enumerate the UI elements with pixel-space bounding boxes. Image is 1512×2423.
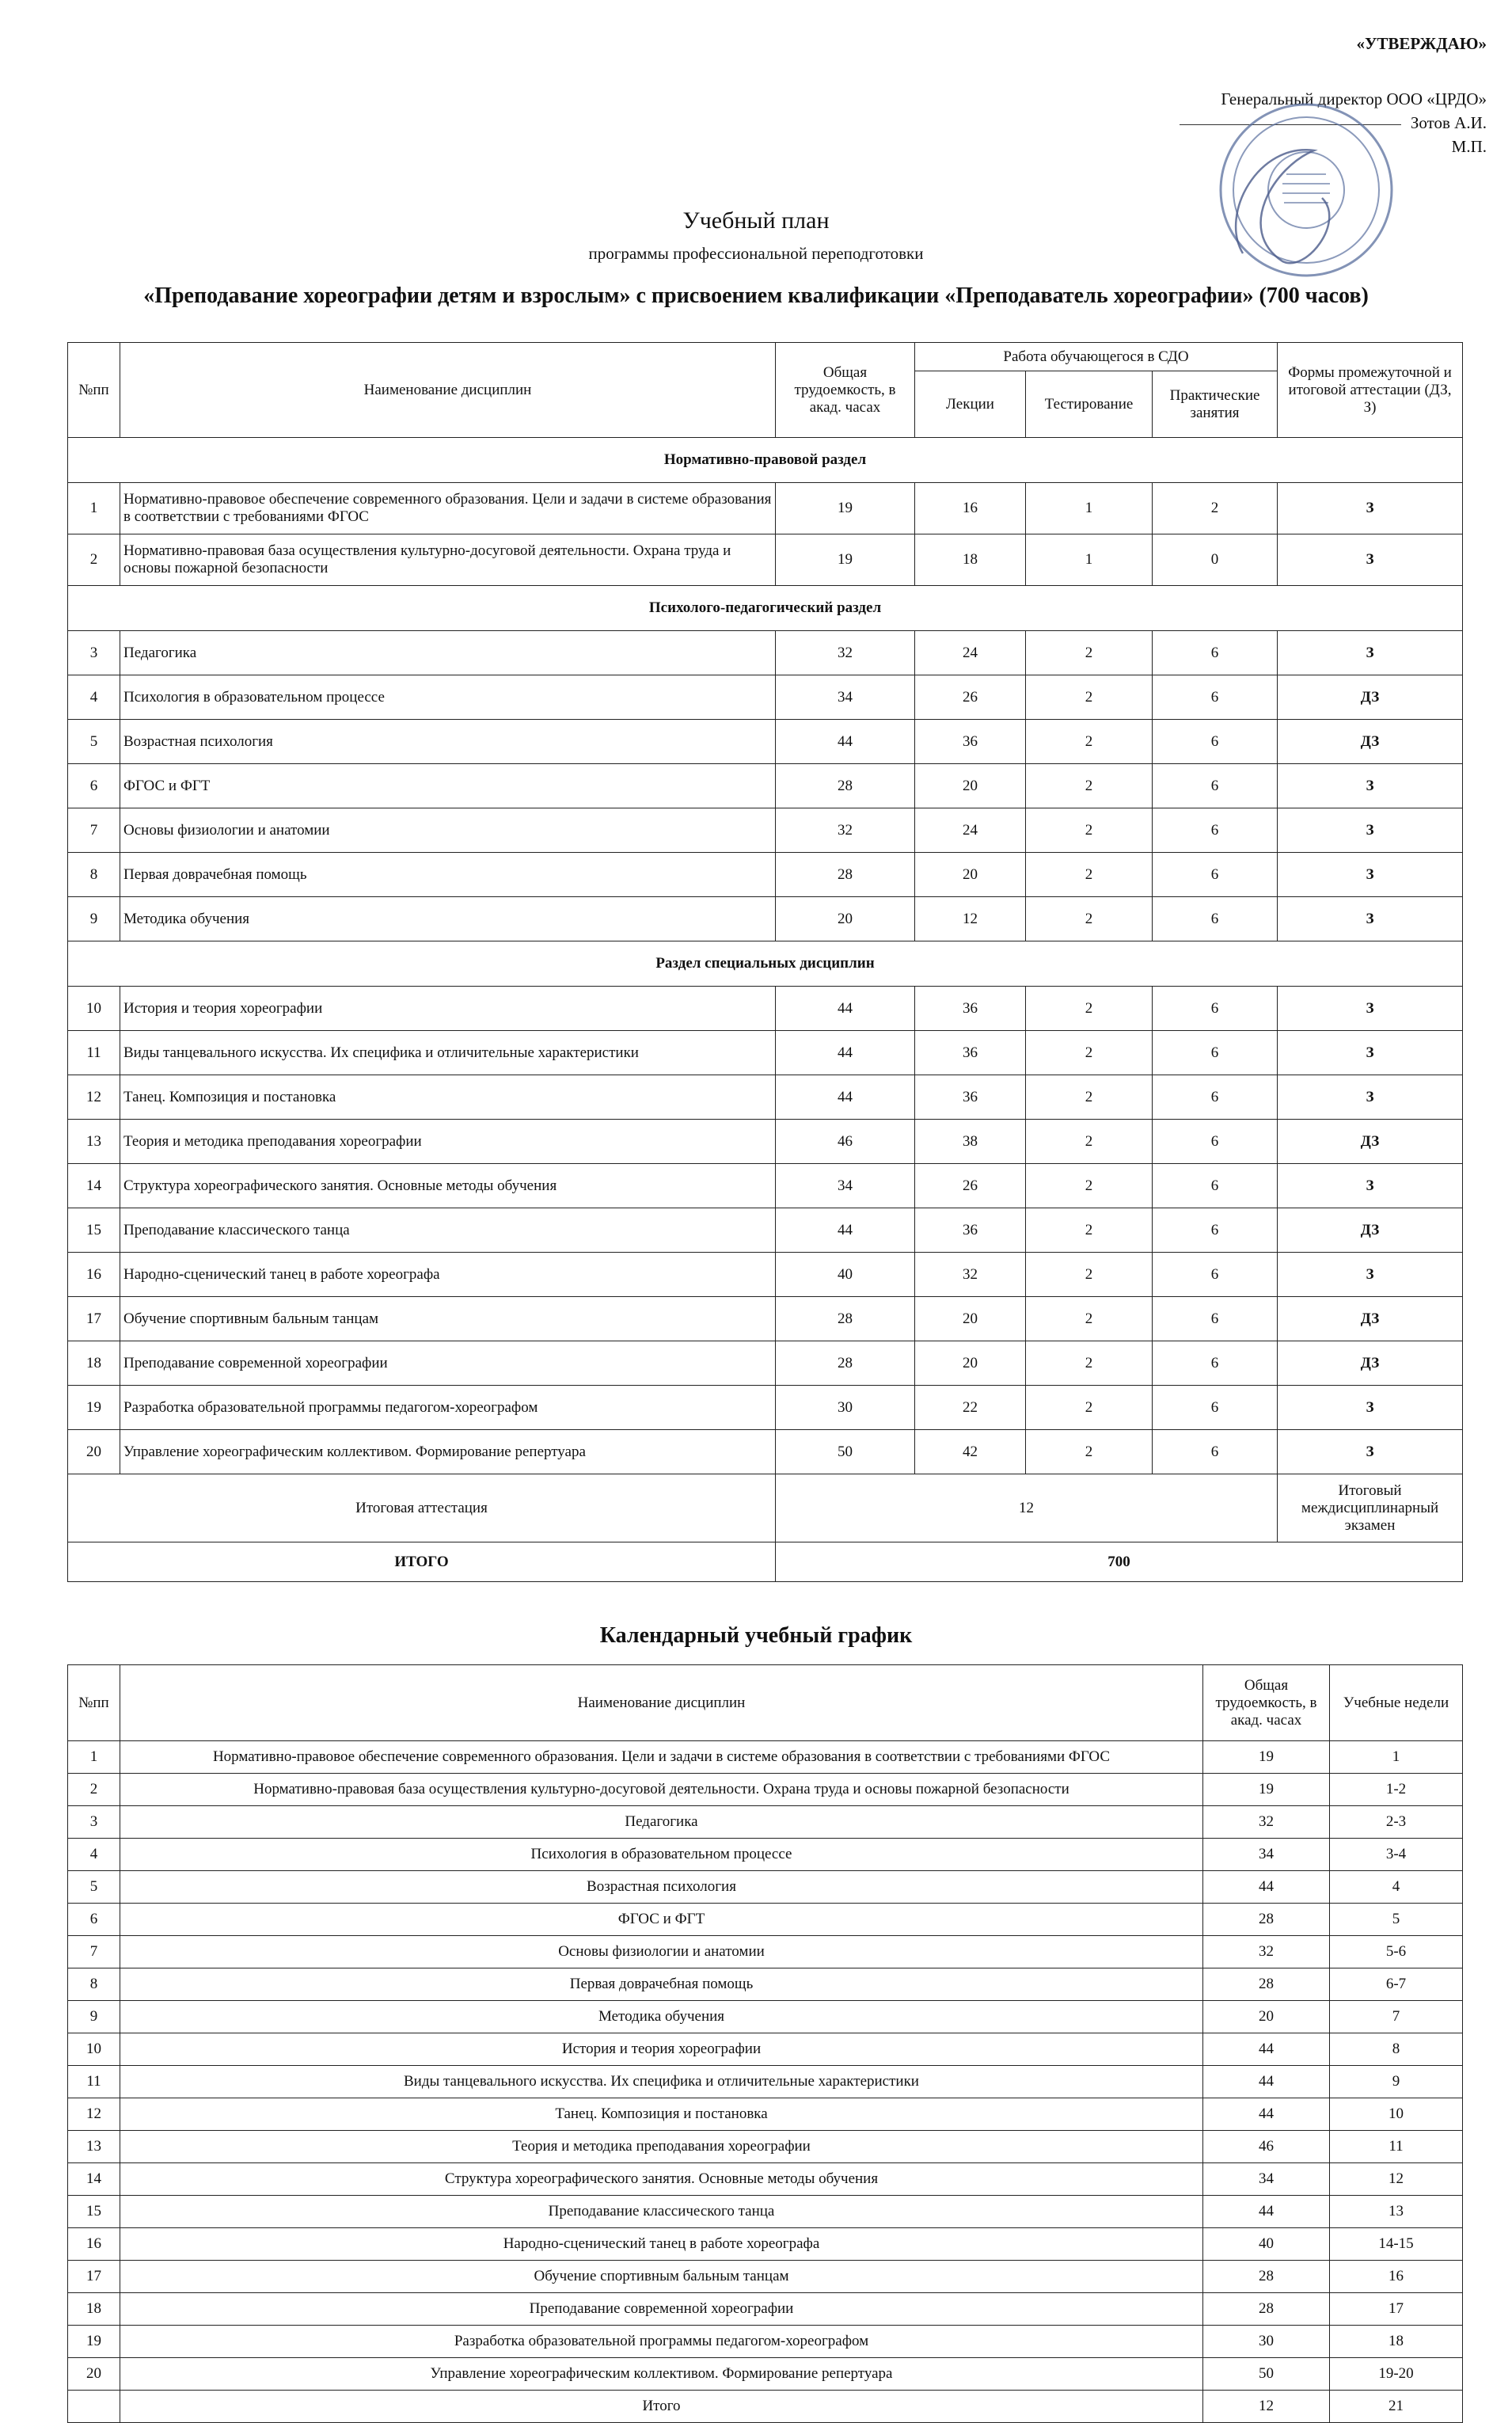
attestation-form: З [1278,897,1463,941]
row-number: 7 [68,1936,120,1968]
table-row [68,897,1463,941]
attestation-form: ДЗ [1278,1341,1463,1386]
row-number: 13 [68,2131,120,2163]
study-weeks: 3-4 [1330,1839,1463,1871]
cal-total-weeks: 21 [1330,2391,1463,2423]
testing-hours: 2 [1026,675,1153,720]
testing-hours: 2 [1026,631,1153,675]
discipline-name: Методика обучения [120,2001,1203,2033]
calendar-row [68,2066,1463,2098]
table-row [68,1430,1463,1474]
calendar-row [68,2163,1463,2196]
cal-total-label: Итого [120,2391,1203,2423]
testing-hours: 2 [1026,1297,1153,1341]
discipline-name: Разработка образовательной программы педагогом-хореографом [120,1386,776,1430]
lecture-hours: 38 [915,1120,1026,1164]
calendar-row [68,2196,1463,2228]
attestation-form: З [1278,631,1463,675]
table-row [68,1164,1463,1208]
calendar-row [68,2098,1463,2131]
total-hours: 40 [776,1253,915,1297]
header-num: №пп [68,343,120,438]
total-hours: 28 [776,1341,915,1386]
cal-total-num [68,2391,120,2423]
row-number: 9 [68,2001,120,2033]
document-subtitle: программы профессиональной переподготовки [588,244,924,263]
practice-hours: 2 [1153,483,1278,534]
row-number: 1 [68,483,120,534]
table-row [68,987,1463,1031]
total-hours: 44 [1203,2066,1330,2098]
lecture-hours: 12 [915,897,1026,941]
discipline-name: Преподавание классического танца [120,1208,776,1253]
attestation-form: З [1278,987,1463,1031]
row-number: 15 [68,1208,120,1253]
study-weeks: 12 [1330,2163,1463,2196]
lecture-hours: 42 [915,1430,1026,1474]
table-row [68,1253,1463,1297]
grand-total-hours: 700 [776,1542,1463,1582]
discipline-name: Педагогика [120,1806,1203,1839]
attestation-form: З [1278,1386,1463,1430]
discipline-name: Танец. Композиция и постановка [120,2098,1203,2131]
discipline-name: Обучение спортивным бальным танцам [120,2261,1203,2293]
practice-hours: 6 [1153,1253,1278,1297]
practice-hours: 6 [1153,764,1278,808]
discipline-name: Возрастная психология [120,1871,1203,1904]
lecture-hours: 36 [915,1075,1026,1120]
practice-hours: 6 [1153,853,1278,897]
study-weeks: 1 [1330,1741,1463,1774]
total-hours: 28 [1203,1968,1330,2001]
approval-position: Генеральный директор ООО «ЦРДО» [1221,89,1487,108]
row-number: 12 [68,1075,120,1120]
lecture-hours: 36 [915,987,1026,1031]
calendar-row [68,2293,1463,2326]
discipline-name: Народно-сценический танец в работе хореографа [120,1253,776,1297]
section-title: Нормативно-правовой раздел [68,438,1463,483]
study-weeks: 5 [1330,1904,1463,1936]
row-number: 15 [68,2196,120,2228]
total-hours: 32 [1203,1936,1330,1968]
lecture-hours: 20 [915,853,1026,897]
total-hours: 44 [776,1075,915,1120]
discipline-name: Обучение спортивным бальным танцам [120,1297,776,1341]
row-number: 18 [68,2293,120,2326]
total-hours: 44 [776,987,915,1031]
attestation-form: ДЗ [1278,1120,1463,1164]
attestation-form: З [1278,1253,1463,1297]
discipline-name: Теория и методика преподавания хореографии [120,1120,776,1164]
study-weeks: 13 [1330,2196,1463,2228]
discipline-name: Нормативно-правовая база осуществления культурно-досуговой деятельности. Охрана труда и основы пожарной безопасности [120,534,776,586]
total-hours: 19 [1203,1774,1330,1806]
total-hours: 28 [1203,2261,1330,2293]
total-hours: 28 [776,853,915,897]
calendar-row [68,1936,1463,1968]
header-lectures: Лекции [915,371,1026,438]
total-hours: 28 [776,764,915,808]
testing-hours: 1 [1026,534,1153,586]
document-title: Учебный план [682,207,830,234]
total-hours: 28 [1203,1904,1330,1936]
practice-hours: 6 [1153,675,1278,720]
approval-block [1180,32,1487,158]
study-weeks: 9 [1330,2066,1463,2098]
row-number: 2 [68,534,120,586]
total-hours: 44 [1203,2098,1330,2131]
study-weeks: 18 [1330,2326,1463,2358]
header-work: Работа обучающегося в СДО [915,343,1278,371]
row-number: 4 [68,1839,120,1871]
table-row [68,483,1463,534]
approval-seal-label: М.П. [1451,137,1487,156]
study-weeks: 17 [1330,2293,1463,2326]
row-number: 3 [68,631,120,675]
cal-total-hours: 12 [1203,2391,1330,2423]
calendar-row [68,2358,1463,2391]
total-hours: 50 [1203,2358,1330,2391]
discipline-name: Основы физиологии и анатомии [120,1936,1203,1968]
study-weeks: 2-3 [1330,1806,1463,1839]
lecture-hours: 20 [915,1341,1026,1386]
total-hours: 32 [1203,1806,1330,1839]
attestation-form: З [1278,1075,1463,1120]
total-hours: 19 [776,534,915,586]
final-attestation-form: Итоговый междисциплинарный экзамен [1278,1474,1463,1542]
row-number: 10 [68,2033,120,2066]
discipline-name: Структура хореографического занятия. Основные методы обучения [120,2163,1203,2196]
table-row [68,853,1463,897]
attestation-form: З [1278,853,1463,897]
row-number: 2 [68,1774,120,1806]
total-hours: 44 [1203,1871,1330,1904]
total-hours: 34 [1203,2163,1330,2196]
discipline-name: История и теория хореографии [120,2033,1203,2066]
testing-hours: 2 [1026,808,1153,853]
practice-hours: 6 [1153,1430,1278,1474]
testing-hours: 2 [1026,1253,1153,1297]
row-number: 16 [68,2228,120,2261]
discipline-name: Преподавание современной хореографии [120,1341,776,1386]
table-row [68,764,1463,808]
attestation-form: ДЗ [1278,720,1463,764]
row-number: 18 [68,1341,120,1386]
row-number: 8 [68,1968,120,2001]
total-hours: 50 [776,1430,915,1474]
section-header-row [68,438,1463,483]
row-number: 14 [68,1164,120,1208]
total-hours: 19 [776,483,915,534]
calendar-row [68,2326,1463,2358]
discipline-name: Нормативно-правовая база осуществления культурно-досуговой деятельности. Охрана труда и основы пожарной безопасности [120,1774,1203,1806]
row-number: 19 [68,1386,120,1430]
attestation-form: ДЗ [1278,675,1463,720]
program-title: «Преподавание хореографии детям и взрослым» с присвоением квалификации «Преподаватель хореографии» (700 часов) [143,283,1369,308]
total-hours: 28 [776,1297,915,1341]
discipline-name: Народно-сценический танец в работе хореографа [120,2228,1203,2261]
header-practice: Практические занятия [1153,371,1278,438]
attestation-form: ДЗ [1278,1208,1463,1253]
final-attestation-hours: 12 [776,1474,1278,1542]
testing-hours: 2 [1026,720,1153,764]
lecture-hours: 36 [915,1031,1026,1075]
section-title: Раздел специальных дисциплин [68,941,1463,987]
cal-header-total: Общая трудоемкость, в акад. часах [1203,1665,1330,1741]
header-name: Наименование дисциплин [120,343,776,438]
lecture-hours: 22 [915,1386,1026,1430]
calendar-row [68,1904,1463,1936]
table-row [68,1208,1463,1253]
lecture-hours: 24 [915,631,1026,675]
attestation-form: ДЗ [1278,1297,1463,1341]
total-hours: 19 [1203,1741,1330,1774]
testing-hours: 2 [1026,1430,1153,1474]
discipline-name: Методика обучения [120,897,776,941]
table-row [68,534,1463,586]
practice-hours: 6 [1153,1120,1278,1164]
practice-hours: 6 [1153,987,1278,1031]
practice-hours: 6 [1153,720,1278,764]
lecture-hours: 32 [915,1253,1026,1297]
study-weeks: 11 [1330,2131,1463,2163]
total-hours: 32 [776,808,915,853]
calendar-row [68,2033,1463,2066]
row-number: 11 [68,2066,120,2098]
practice-hours: 6 [1153,1075,1278,1120]
section-title: Психолого-педагогический раздел [68,586,1463,631]
row-number: 10 [68,987,120,1031]
final-attestation-label: Итоговая аттестация [68,1474,776,1542]
section-header-row [68,941,1463,987]
discipline-name: Первая доврачебная помощь [120,1968,1203,2001]
row-number: 11 [68,1031,120,1075]
testing-hours: 2 [1026,1208,1153,1253]
table-row [68,1297,1463,1341]
table-row [68,808,1463,853]
table-row [68,631,1463,675]
practice-hours: 6 [1153,1341,1278,1386]
study-weeks: 1-2 [1330,1774,1463,1806]
practice-hours: 6 [1153,1386,1278,1430]
total-hours: 44 [776,1208,915,1253]
row-number: 9 [68,897,120,941]
testing-hours: 2 [1026,1386,1153,1430]
total-hours: 34 [776,675,915,720]
total-hours: 30 [776,1386,915,1430]
row-number: 1 [68,1741,120,1774]
attestation-form: З [1278,764,1463,808]
table-row [68,1386,1463,1430]
calendar-row [68,1774,1463,1806]
total-hours: 20 [1203,2001,1330,2033]
total-hours: 44 [776,720,915,764]
lecture-hours: 20 [915,764,1026,808]
discipline-name: Возрастная психология [120,720,776,764]
testing-hours: 1 [1026,483,1153,534]
testing-hours: 2 [1026,853,1153,897]
calendar-row [68,1806,1463,1839]
study-weeks: 8 [1330,2033,1463,2066]
row-number: 8 [68,853,120,897]
study-weeks: 10 [1330,2098,1463,2131]
cal-header-name: Наименование дисциплин [120,1665,1203,1741]
study-weeks: 16 [1330,2261,1463,2293]
table-row [68,1031,1463,1075]
testing-hours: 2 [1026,1031,1153,1075]
practice-hours: 6 [1153,1208,1278,1253]
discipline-name: Первая доврачебная помощь [120,853,776,897]
discipline-name: Основы физиологии и анатомии [120,808,776,853]
testing-hours: 2 [1026,1075,1153,1120]
testing-hours: 2 [1026,764,1153,808]
study-weeks: 19-20 [1330,2358,1463,2391]
header-testing: Тестирование [1026,371,1153,438]
practice-hours: 6 [1153,631,1278,675]
lecture-hours: 36 [915,1208,1026,1253]
row-number: 5 [68,1871,120,1904]
attestation-form: З [1278,1031,1463,1075]
row-number: 6 [68,764,120,808]
testing-hours: 2 [1026,1341,1153,1386]
calendar-row [68,2131,1463,2163]
total-hours: 46 [776,1120,915,1164]
calendar-row [68,1839,1463,1871]
practice-hours: 0 [1153,534,1278,586]
row-number: 7 [68,808,120,853]
attestation-form: З [1278,534,1463,586]
total-hours: 20 [776,897,915,941]
lecture-hours: 26 [915,675,1026,720]
study-weeks: 7 [1330,2001,1463,2033]
lecture-hours: 18 [915,534,1026,586]
discipline-name: ФГОС и ФГТ [120,764,776,808]
calendar-table [67,1664,1463,2423]
total-hours: 44 [1203,2196,1330,2228]
section-header-row [68,586,1463,631]
discipline-name: Нормативно-правовое обеспечение современного образования. Цели и задачи в системе образования в соответствии с требованиями ФГОС [120,483,776,534]
study-weeks: 4 [1330,1871,1463,1904]
total-hours: 40 [1203,2228,1330,2261]
attestation-form: З [1278,808,1463,853]
discipline-name: Теория и методика преподавания хореографии [120,2131,1203,2163]
attestation-form: З [1278,1430,1463,1474]
lecture-hours: 26 [915,1164,1026,1208]
study-weeks: 5-6 [1330,1936,1463,1968]
row-number: 6 [68,1904,120,1936]
practice-hours: 6 [1153,808,1278,853]
calendar-title: Календарный учебный график [599,1623,913,1648]
header-total: Общая трудоемкость, в акад. часах [776,343,915,438]
calendar-row [68,1741,1463,1774]
total-hours: 30 [1203,2326,1330,2358]
approval-heading: «УТВЕРЖДАЮ» [1356,34,1487,53]
discipline-name: Виды танцевального искусства. Их специфика и отличительные характеристики [120,1031,776,1075]
total-hours: 34 [776,1164,915,1208]
curriculum-table [67,342,1463,1582]
testing-hours: 2 [1026,897,1153,941]
discipline-name: Педагогика [120,631,776,675]
calendar-row [68,2001,1463,2033]
calendar-row [68,2228,1463,2261]
total-hours: 32 [776,631,915,675]
total-hours: 46 [1203,2131,1330,2163]
discipline-name: Танец. Композиция и постановка [120,1075,776,1120]
table-row [68,675,1463,720]
testing-hours: 2 [1026,987,1153,1031]
testing-hours: 2 [1026,1164,1153,1208]
discipline-name: Психология в образовательном процессе [120,1839,1203,1871]
attestation-form: З [1278,483,1463,534]
discipline-name: Психология в образовательном процессе [120,675,776,720]
header-forms: Формы промежуточной и итоговой аттестации (ДЗ, З) [1278,343,1463,438]
table-row [68,1075,1463,1120]
total-hours: 28 [1203,2293,1330,2326]
signature-line [1180,124,1401,125]
grand-total-label: ИТОГО [68,1542,776,1582]
total-hours: 34 [1203,1839,1330,1871]
calendar-row [68,1871,1463,1904]
discipline-name: Преподавание классического танца [120,2196,1203,2228]
row-number: 4 [68,675,120,720]
calendar-row [68,1968,1463,2001]
attestation-form: З [1278,1164,1463,1208]
testing-hours: 2 [1026,1120,1153,1164]
lecture-hours: 20 [915,1297,1026,1341]
row-number: 3 [68,1806,120,1839]
total-hours: 44 [1203,2033,1330,2066]
row-number: 20 [68,1430,120,1474]
lecture-hours: 36 [915,720,1026,764]
row-number: 5 [68,720,120,764]
discipline-name: Нормативно-правовое обеспечение современного образования. Цели и задачи в системе образования в соответствии с требованиями ФГОС [120,1741,1203,1774]
approval-name: Зотов А.И. [1410,113,1487,132]
row-number: 13 [68,1120,120,1164]
total-hours: 44 [776,1031,915,1075]
discipline-name: ФГОС и ФГТ [120,1904,1203,1936]
practice-hours: 6 [1153,1297,1278,1341]
row-number: 20 [68,2358,120,2391]
table-row [68,720,1463,764]
row-number: 12 [68,2098,120,2131]
table-row [68,1341,1463,1386]
row-number: 17 [68,1297,120,1341]
discipline-name: Разработка образовательной программы педагогом-хореографом [120,2326,1203,2358]
discipline-name: История и теория хореографии [120,987,776,1031]
lecture-hours: 16 [915,483,1026,534]
discipline-name: Преподавание современной хореографии [120,2293,1203,2326]
cal-header-num: №пп [68,1665,120,1741]
discipline-name: Структура хореографического занятия. Основные методы обучения [120,1164,776,1208]
practice-hours: 6 [1153,897,1278,941]
cal-header-weeks: Учебные недели [1330,1665,1463,1741]
calendar-row [68,2261,1463,2293]
table-row [68,1120,1463,1164]
discipline-name: Управление хореографическим коллективом. Формирование репертуара [120,1430,776,1474]
practice-hours: 6 [1153,1031,1278,1075]
row-number: 16 [68,1253,120,1297]
lecture-hours: 24 [915,808,1026,853]
discipline-name: Управление хореографическим коллективом. Формирование репертуара [120,2358,1203,2391]
row-number: 19 [68,2326,120,2358]
practice-hours: 6 [1153,1164,1278,1208]
study-weeks: 6-7 [1330,1968,1463,2001]
row-number: 17 [68,2261,120,2293]
study-weeks: 14-15 [1330,2228,1463,2261]
row-number: 14 [68,2163,120,2196]
discipline-name: Виды танцевального искусства. Их специфика и отличительные характеристики [120,2066,1203,2098]
